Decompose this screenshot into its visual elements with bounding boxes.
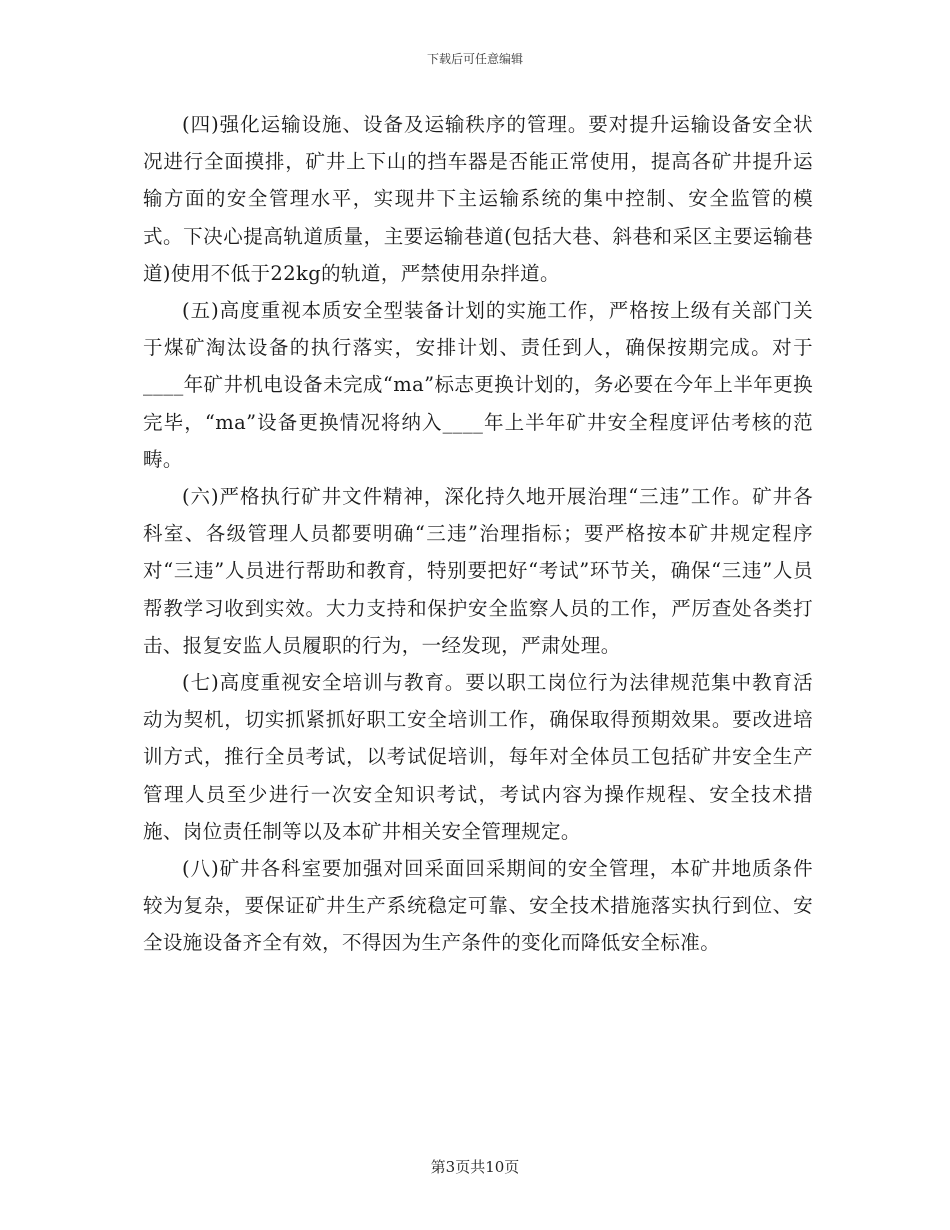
paragraph-7: (七)高度重视安全培训与教育。要以职工岗位行为法律规范集中教育活动为契机，切实抓紧抓好职工安全培训工作，确保取得预期效果。要改进培训方式，推行全员考试，以考试促培训，每年对全体员工包括矿井安全生产管理人员至少进行一次安全知识考试，考试内容为操作规程、安全技术措施、岗位责任制等以及本矿井相关安全管理规定。 — [143, 671, 813, 843]
paragraph-8: (八)矿井各科室要加强对回采面回采期间的安全管理，本矿井地质条件较为复杂，要保证矿井生产系统稳定可靠、安全技术措施落实执行到位、安全设施设备齐全有效，不得因为生产条件的变化而降低安全标准。 — [143, 857, 813, 955]
paragraph-5: (五)高度重视本质安全型装备计划的实施工作，严格按上级有关部门关于煤矿淘汰设备的执行落实，安排计划、责任到人，确保按期完成。对于____年矿井机电设备未完成“ma”标志更换计划的，务必要在今年上半年更换完毕，“ma”设备更换情况将纳入____年上半年矿井安全程度评估考核的范畴。 — [143, 299, 813, 471]
paragraph-6: (六)严格执行矿井文件精神，深化持久地开展治理“三违”工作。矿井各科室、各级管理人员都要明确“三违”治理指标；要严格按本矿井规定程序对“三违”人员进行帮助和教育，特别要把好“考试”环节关，确保“三违”人员帮教学习收到实效。大力支持和保护安全监察人员的工作，严厉查处各类打击、报复安监人员履职的行为，一经发现，严肃处理。 — [143, 485, 813, 657]
document-body — [143, 106, 813, 962]
page-number: 第3页共10页 — [430, 1158, 520, 1176]
page-header: 下载后可任意编辑 — [426, 52, 523, 66]
paragraph-4: (四)强化运输设施、设备及运输秩序的管理。要对提升运输设备安全状况进行全面摸排，矿井上下山的挡车器是否能正常使用，提高各矿井提升运输方面的安全管理水平，实现井下主运输系统的集中控制、安全监管的模式。下决心提高轨道质量，主要运输巷道(包括大巷、斜巷和采区主要运输巷道)使用不低于22kg的轨道，严禁使用杂拌道。 — [143, 113, 813, 285]
